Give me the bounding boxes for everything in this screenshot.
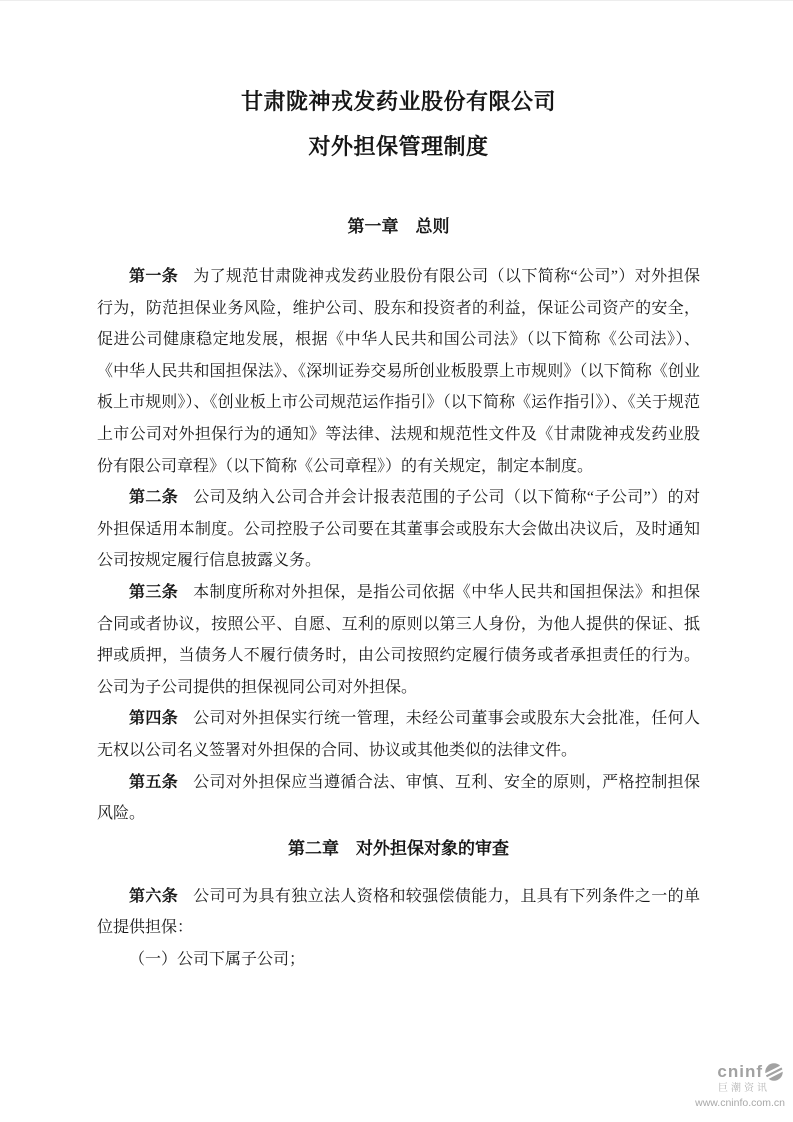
article-1-paragraph <box>97 261 700 482</box>
article-2-text: 公司及纳入公司合并会计报表范围的子公司（以下简称“子公司”）的对外担保适用本制度。公司控股子公司要在其董事会或股东大会做出决议后，及时通知公司按规定履行信息披露义务。 <box>97 489 700 570</box>
article-1-label: 第一条 <box>129 268 179 285</box>
article-1-text: 为了规范甘肃陇神戎发药业股份有限公司（以下简称“公司”）对外担保行为，防范担保业务风险，维护公司、股东和投资者的利益，保证公司资产的安全，促进公司健康稳定地发展，根据《中华人民共和国公司法》（以下简称《公司法》）、《中华人民共和国担保法》、《深圳证券交易所创业板股票上市规则》（以下简称《创业板上市规则》）、《创业板上市公司规范运作指引》（以下简称《运作指引》）、《关于规范上市公司对外担保行为的通知》等法律、法规和规范性文件及《甘肃陇神戎发药业股份有限公司章程》（以下简称《公司章程》）的有关规定，制定本制度。 <box>97 268 700 475</box>
article-3-label: 第三条 <box>129 583 179 601</box>
article-2-label: 第二条 <box>129 489 179 507</box>
chapter-1-heading: 第一章 总则 <box>347 217 450 236</box>
article-3-paragraph <box>97 577 700 703</box>
article-5-label: 第五条 <box>129 773 179 791</box>
article-6-label: 第六条 <box>129 887 179 905</box>
cninfo-watermark <box>680 1062 790 1110</box>
cninfo-brand-text: cninf <box>717 1062 763 1081</box>
cninfo-brand-chinese: 巨潮资讯 <box>718 1083 770 1094</box>
doc-title-subject: 对外担保管理制度 <box>308 134 489 159</box>
article-4-text: 公司对外担保实行统一管理，未经公司董事会或股东大会批准，任何人无权以公司名义签署对外担保的合同、协议或其他类似的法律文件。 <box>97 710 700 759</box>
article-5-text: 公司对外担保应当遵循合法、审慎、互利、安全的原则，严格控制担保风险。 <box>97 773 700 823</box>
cninfo-brand-row <box>680 1062 790 1082</box>
document-body <box>0 1 793 975</box>
list-item-1: （一）公司下属子公司； <box>129 950 306 968</box>
article-6-paragraph <box>97 881 700 944</box>
chapter-2-heading: 第二章 对外担保对象的审查 <box>288 838 509 858</box>
doc-title-company: 甘肃陇神戎发药业股份有限公司 <box>240 89 556 114</box>
article-5-paragraph <box>97 767 700 830</box>
article-4-paragraph <box>97 703 700 766</box>
article-6-text: 公司可为具有独立法人资格和较强偿债能力，且具有下列条件之一的单位提供担保： <box>97 887 700 937</box>
cninfo-url-text: www.cninfo.com.cn <box>695 1097 785 1109</box>
article-4-label: 第四条 <box>129 710 179 728</box>
article-2-paragraph <box>97 482 700 577</box>
cninfo-globe-icon <box>764 1062 784 1082</box>
article-3-text: 本制度所称对外担保，是指公司依据《中华人民共和国担保法》和担保合同或者协议，按照公平、自愿、互利的原则以第三人身份，为他人提供的保证、抵押或质押，当债务人不履行债务时，由公司按照约定履行债务或者承担责任的行为。公司为子公司提供的担保视同公司对外担保。 <box>97 583 700 696</box>
